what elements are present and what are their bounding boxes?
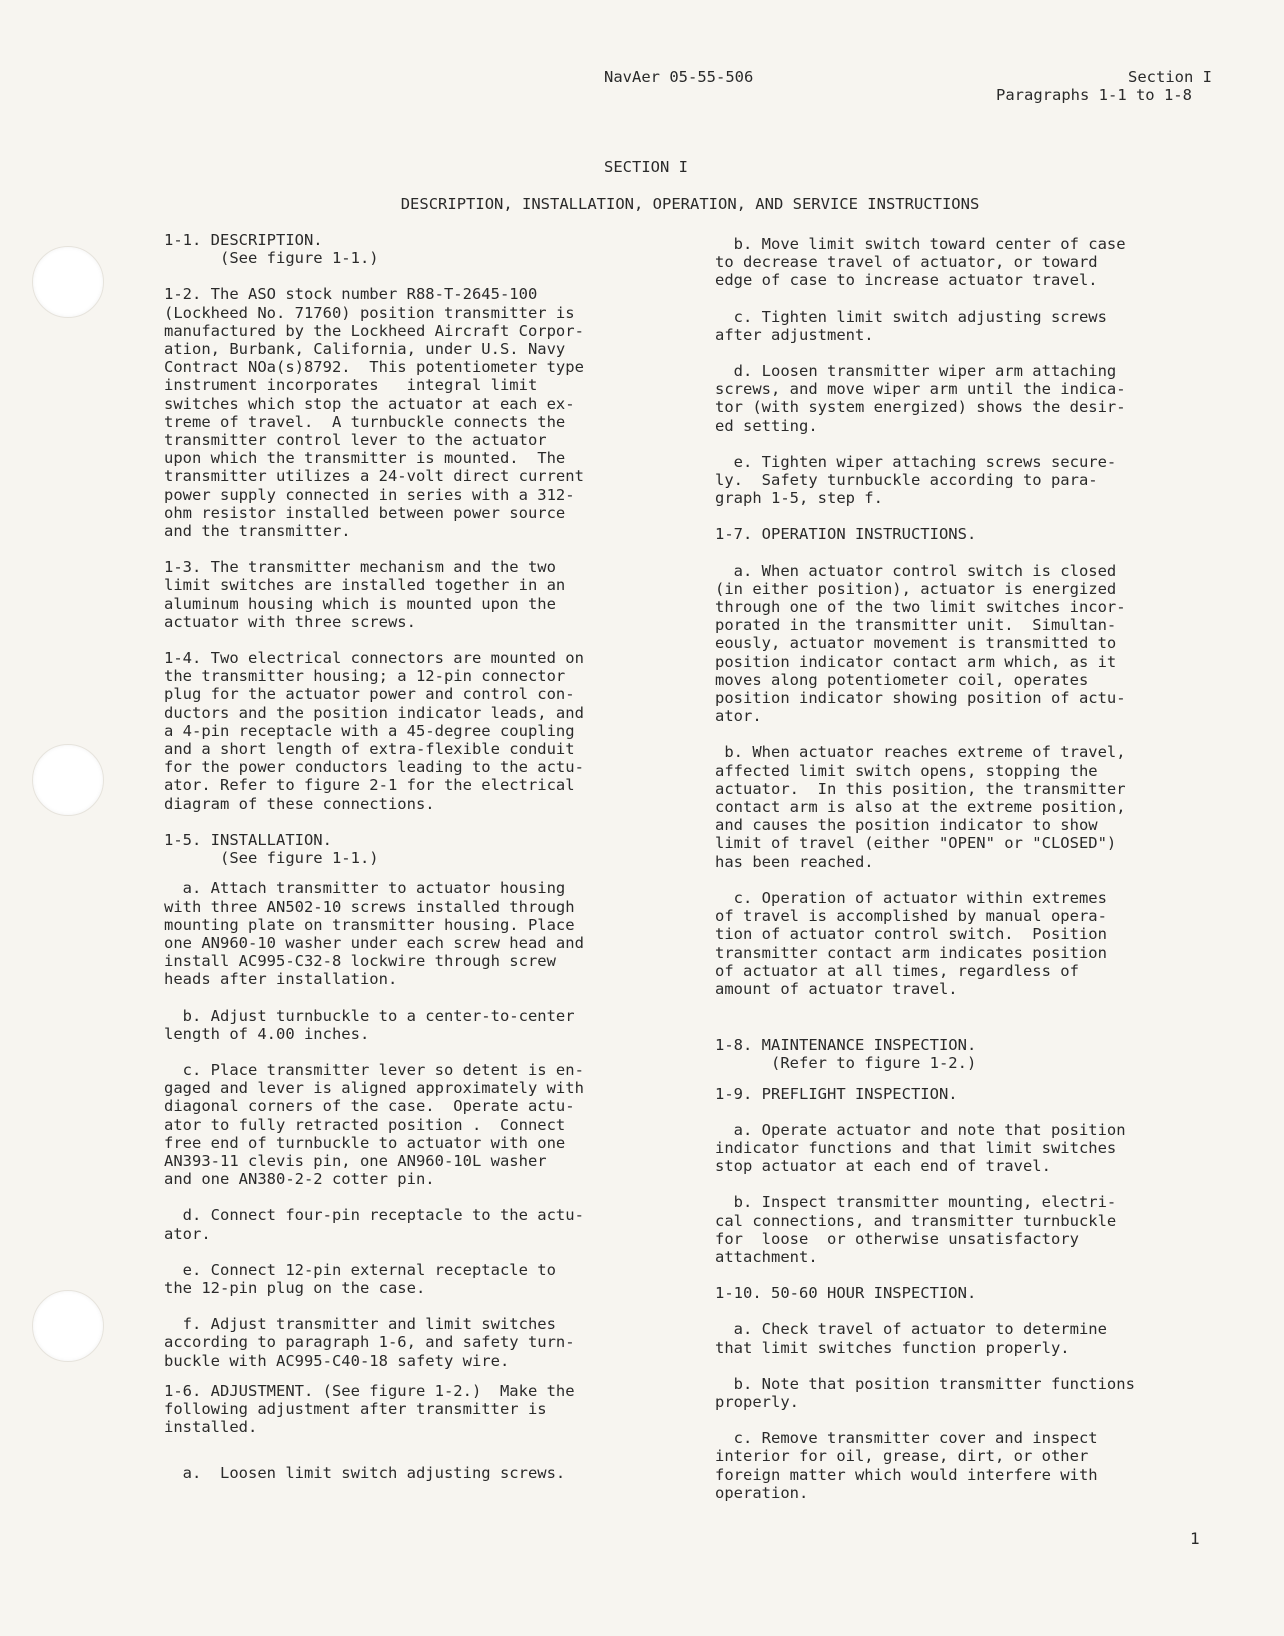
paragraph: 1-2. The ASO stock number R88-T-2645-100 (Lockheed No. 71760) position transmitter is manufactured by the Lockheed Aircraft Corpor- ation, Burbank, California, under U.S. Navy Contract NOa(s)8792. This potentiometer type instrument incorporates integral limit switches which stop the actuator at each ex- treme of travel. A turnbuckle connects the transmitter control lever to the actuator upon which the transmitter is mounted. The transmitter utilizes a 24-volt direct current power supply connected in series with a 312- ohm resistor installed between power source and the transmitter.	[164, 285, 584, 541]
section-subtitle: DESCRIPTION, INSTALLATION, OPERATION, AND SERVICE INSTRUCTIONS	[400, 195, 980, 213]
paragraph: 1-10. 50-60 HOUR INSPECTION.	[715, 1284, 977, 1303]
paragraph: a. Operate actuator and note that position indicator functions and that limit switches stop actuator at each end of travel.	[715, 1120, 1126, 1176]
paragraph: 1-3. The transmitter mechanism and the two limit switches are installed together in an aluminum housing which is mounted upon the actuator with three screws.	[164, 558, 566, 631]
section-title: SECTION I	[604, 158, 688, 176]
page-number: 1	[1190, 1529, 1200, 1548]
paragraph: c. Operation of actuator within extremes of travel is accomplished by manual opera- tion of actuator control switch. Position transmitter contact arm indicates position of actuator at all times, regardless of amount of actuator travel.	[715, 888, 1107, 998]
doc-number: NavAer 05-55-506	[604, 68, 754, 86]
paragraph: 1-7. OPERATION INSTRUCTIONS.	[715, 525, 977, 544]
paragraph: b. Inspect transmitter mounting, electri- cal connections, and transmitter turnbuckle for loose or otherwise unsatisfactory attachment.	[715, 1193, 1117, 1266]
paragraph: 1-6. ADJUSTMENT. (See figure 1-2.) Make the following adjustment after transmitter is installed.	[164, 1381, 575, 1437]
paragraph: a. Loosen limit switch adjusting screws.	[164, 1464, 566, 1483]
paragraphs-range: Paragraphs 1-1 to 1-8	[996, 86, 1192, 104]
paragraph: d. Loosen transmitter wiper arm attaching screws, and move wiper arm until the indica- tor (with system energized) shows the desir- ed setting.	[715, 362, 1126, 435]
paragraph: e. Tighten wiper attaching screws secure- ly. Safety turnbuckle according to para- graph 1-5, step f.	[715, 452, 1117, 508]
paragraph: a. Check travel of actuator to determine that limit switches function properly.	[715, 1320, 1107, 1357]
paragraph: 1-8. MAINTENANCE INSPECTION. (Refer to figure 1-2.)	[715, 1036, 977, 1073]
punch-hole	[32, 744, 104, 816]
paragraph: c. Remove transmitter cover and inspect interior for oil, grease, dirt, or other foreign matter which would interfere with operation.	[715, 1429, 1098, 1502]
paragraph: d. Connect four-pin receptacle to the actu- ator.	[164, 1206, 584, 1243]
paragraph: e. Connect 12-pin external receptacle to the 12-pin plug on the case.	[164, 1260, 556, 1297]
paragraph: b. Adjust turnbuckle to a center-to-center length of 4.00 inches.	[164, 1006, 575, 1043]
section-label: Section I	[1128, 68, 1212, 86]
paragraph: b. Move limit switch toward center of case to decrease travel of actuator, or toward edge of case to increase actuator travel.	[715, 235, 1126, 290]
punch-hole	[32, 246, 104, 318]
punch-hole	[32, 1290, 104, 1362]
paragraph: b. Note that position transmitter functions properly.	[715, 1374, 1135, 1411]
paragraph: 1-9. PREFLIGHT INSPECTION.	[715, 1084, 958, 1103]
paragraph: c. Place transmitter lever so detent is en- gaged and lever is aligned approximately with diagonal corners of the case. Operate actu- ator to fully retracted position . Connect free end of turnbuckle to actuator with one AN393-11 clevis pin, one AN960-10L washer and one AN380-2-2 cotter pin.	[164, 1060, 584, 1189]
paragraph: 1-1. DESCRIPTION. (See figure 1-1.)	[164, 231, 379, 268]
paragraph: f. Adjust transmitter and limit switches according to paragraph 1-6, and safety turn- buckle with AC995-C40-18 safety wire.	[164, 1315, 575, 1370]
paragraph: 1-4. Two electrical connectors are mounted on the transmitter housing; a 12-pin connector plug for the actuator power and control con- ductors and the position indicator leads, and a 4-pin receptacle with a 45-degree coupling and a short length of extra-flexible conduit for the power conductors leading to the actu- ator. Refer to figure 2-1 for the electrical diagram of these connections.	[164, 649, 584, 813]
paragraph: a. Attach transmitter to actuator housing with three AN502-10 screws installed through mounting plate on transmitter housing. Place one AN960-10 washer under each screw head and install AC995-C32-8 lockwire through screw heads after installation.	[164, 879, 584, 989]
paragraph: b. When actuator reaches extreme of travel, affected limit switch opens, stopping the actuator. In this position, the transmitter contact arm is also at the extreme position, and causes the position indicator to show limit of travel (either "OPEN" or "CLOSED") has been reached.	[715, 743, 1126, 871]
paragraph: a. When actuator control switch is closed (in either position), actuator is energized through one of the two limit switches incor- porated in the transmitter unit. Simultan- eously, actuator movement is transmitted to position indicator contact arm which, as it moves along potentiometer coil, operates position indicator showing position of actu- ator.	[715, 561, 1126, 726]
paragraph: c. Tighten limit switch adjusting screws after adjustment.	[715, 307, 1107, 344]
paragraph: 1-5. INSTALLATION. (See figure 1-1.)	[164, 830, 379, 868]
right-column	[715, 235, 1135, 1520]
left-column	[164, 231, 584, 1501]
